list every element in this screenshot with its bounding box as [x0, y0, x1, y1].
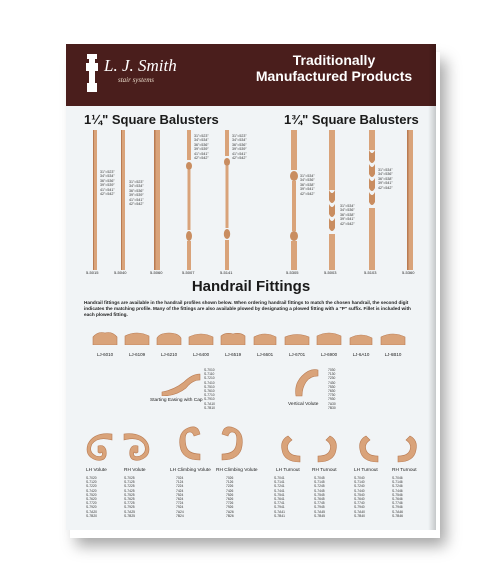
handrail-profile — [188, 331, 214, 357]
profile-shape — [188, 331, 214, 345]
fitting-code-list: S-7046 S-7146 S-7246 S-7446 S-7546 S-7646 S-7746 S-7946 S-7A46 S-7B46 — [392, 476, 403, 518]
profile-shape — [284, 331, 310, 345]
handrail-profile — [156, 331, 182, 357]
profile-label: LJ-6B10 — [384, 352, 402, 357]
baluster-size-block: 31"=523" 34"=534" 36"=536" 39"=539" 41"=541" 42"=542" — [232, 134, 247, 161]
fitting-code-list: 7026 7126 7226 7426 7526 7626 7726 7926 7A26 7B26 — [226, 476, 234, 518]
fitting-code-list: S-7040 S-7140 S-7240 S-7440 S-7540 S-7640 S-7740 S-7940 S-7A40 S-7B40 — [354, 476, 365, 518]
fitting-label: RH Climbing Volute — [216, 468, 258, 473]
profile-shape — [124, 331, 150, 345]
profile-label: LJ-6A10 — [352, 352, 370, 357]
profile-shape — [220, 331, 246, 345]
profile-shape — [156, 331, 182, 345]
profile-label: LJ-6109 — [128, 352, 146, 357]
fitting-code-list: S-7010 S-7110 S-7210 S-7410 S-7510 S-7610 S-7710 S-7910 S-7A10 S-7B10 — [204, 368, 215, 410]
fitting-label: LH Climbing Volute — [170, 468, 211, 473]
starting-easing-image — [160, 370, 202, 396]
baluster-code: 5-5003 — [324, 270, 337, 275]
lh-climbing-volute-image — [174, 420, 204, 464]
profile-shape — [380, 331, 406, 345]
square-125-title: 1¼" Square Balusters — [84, 112, 219, 127]
lh-turnout-image — [356, 432, 382, 464]
baluster-5-5040 — [118, 130, 128, 270]
baluster-size-block: 31"=523" 34"=534" 36"=536" 39"=539" 41"=541" 42"=542" — [100, 170, 115, 197]
baluster-5-5360 — [404, 130, 416, 270]
brand-logo — [84, 54, 184, 94]
baluster-size-block: 31"=523" 34"=534" 36"=536" 39"=539" 41"=541" 42"=542" — [194, 134, 209, 161]
baluster-5-5003 — [326, 130, 338, 270]
baluster-5-5305 — [288, 130, 300, 270]
newel-post-icon — [84, 54, 100, 92]
fitting-code-list: S-7041 S-7141 S-7241 S-7441 S-7541 S-7641 S-7741 S-7941 S-7A41 S-7B41 — [274, 476, 285, 518]
handrail-profile — [284, 331, 310, 357]
baluster-code: 5-5007 — [182, 270, 195, 275]
fitting-code-list: 7030 7130 7230 7430 7530 7630 7730 7930 7A30 7B30 — [328, 368, 336, 410]
baluster-size-block: 31"=534" 34"=536" 36"=538" 39"=541" 42"=542" — [378, 168, 393, 190]
vertical-volute-image — [292, 366, 322, 398]
baluster-code: 5-5305 — [286, 270, 299, 275]
baluster-5-5007 — [184, 130, 194, 270]
handrail-profile — [252, 331, 278, 357]
profile-shape — [252, 331, 278, 345]
brand-name: L. J. Smith — [104, 56, 177, 75]
profile-shape — [92, 331, 118, 345]
profile-label: LJ-6210 — [160, 352, 178, 357]
fitting-label: Starting Easing with Cap — [150, 398, 203, 403]
square-175-title: 1¾" Square Balusters — [284, 112, 419, 127]
profile-label: LJ-6900 — [320, 352, 338, 357]
lh-volute-image — [82, 430, 116, 464]
lh-turnout-image — [278, 432, 304, 464]
baluster-5-5141 — [222, 130, 232, 270]
title-line-2: Manufactured Products — [255, 68, 413, 84]
baluster-code: 5-5040 — [114, 270, 127, 275]
handrail-fittings-title: Handrail Fittings — [191, 278, 311, 295]
baluster-code: 5-5015 — [86, 270, 99, 275]
baluster-5-5015 — [90, 130, 100, 270]
brochure-page — [66, 44, 436, 530]
profile-label: LJ-6601 — [256, 352, 274, 357]
handrail-profile — [220, 331, 246, 357]
profile-shape — [348, 331, 374, 345]
rh-climbing-volute-image — [218, 420, 248, 464]
fitting-code-list: S-7020 S-7120 S-7220 S-7420 S-7520 S-7620 S-7720 S-7920 S-7A20 S-7B20 — [86, 476, 97, 518]
brochure-header — [66, 44, 436, 106]
rh-turnout-image — [314, 432, 340, 464]
handrail-profile — [348, 331, 374, 357]
rh-volute-image — [120, 430, 154, 464]
profile-label: LJ-6519 — [224, 352, 242, 357]
fitting-label: LH Turnout — [276, 468, 300, 473]
baluster-code: 5-5360 — [402, 270, 415, 275]
fitting-label: RH Turnout — [312, 468, 337, 473]
baluster-code: 5-5103 — [364, 270, 377, 275]
profile-shape — [316, 331, 342, 345]
baluster-size-block: 31"=534" 34"=536" 36"=538" 39"=541" 42"=542" — [300, 174, 315, 196]
handrail-profile — [92, 331, 118, 357]
profile-label: LJ-6400 — [192, 352, 210, 357]
brand-subtitle: stair systems — [118, 76, 154, 84]
handrail-description: Handrail fittings are available in the handrail profiles shown below. When ordering handrail fittings to match the chosen handrail, the second digit indicates the matching profile. Many of the fittings are also available plowed by designating a plowed fitting with a "P" suffix. Fillet is included with each plowed fitting. — [84, 300, 411, 317]
title-line-1: Traditionally — [292, 52, 376, 68]
profile-label: LJ-6701 — [288, 352, 306, 357]
handrail-profile — [380, 331, 406, 357]
baluster-5-5103 — [366, 130, 378, 270]
baluster-size-block: 31"=534" 34"=536" 36"=538" 39"=541" 42"=542" — [340, 204, 355, 226]
handrail-profiles — [92, 331, 416, 359]
baluster-5-5060 — [152, 130, 162, 270]
baluster-size-block: 31"=523" 34"=534" 36"=536" 39"=539" 41"=541" 42"=542" — [129, 180, 144, 207]
fitting-label: RH Volute — [124, 468, 146, 473]
profile-label: LJ-6010 — [96, 352, 114, 357]
fitting-code-list: S-7045 S-7145 S-7245 S-7445 S-7545 S-7645 S-7745 S-7945 S-7A45 S-7B45 — [314, 476, 325, 518]
brochure-title — [244, 52, 424, 84]
baluster-code: 5-5060 — [150, 270, 163, 275]
fitting-label: LH Volute — [86, 468, 107, 473]
handrail-profile — [316, 331, 342, 357]
fitting-code-list: 7024 7124 7224 7424 7524 7624 7724 7924 7A24 7B24 — [176, 476, 184, 518]
rh-turnout-image — [394, 432, 420, 464]
fitting-code-list: S-7025 S-7125 S-7225 S-7425 S-7525 S-7625 S-7725 S-7925 S-7A25 S-7B25 — [124, 476, 135, 518]
baluster-code: 5-5141 — [220, 270, 233, 275]
handrail-profile — [124, 331, 150, 357]
fitting-label: RH Turnout — [392, 468, 417, 473]
fitting-label: Vertical Volute — [288, 402, 319, 407]
fitting-label: LH Turnout — [354, 468, 378, 473]
